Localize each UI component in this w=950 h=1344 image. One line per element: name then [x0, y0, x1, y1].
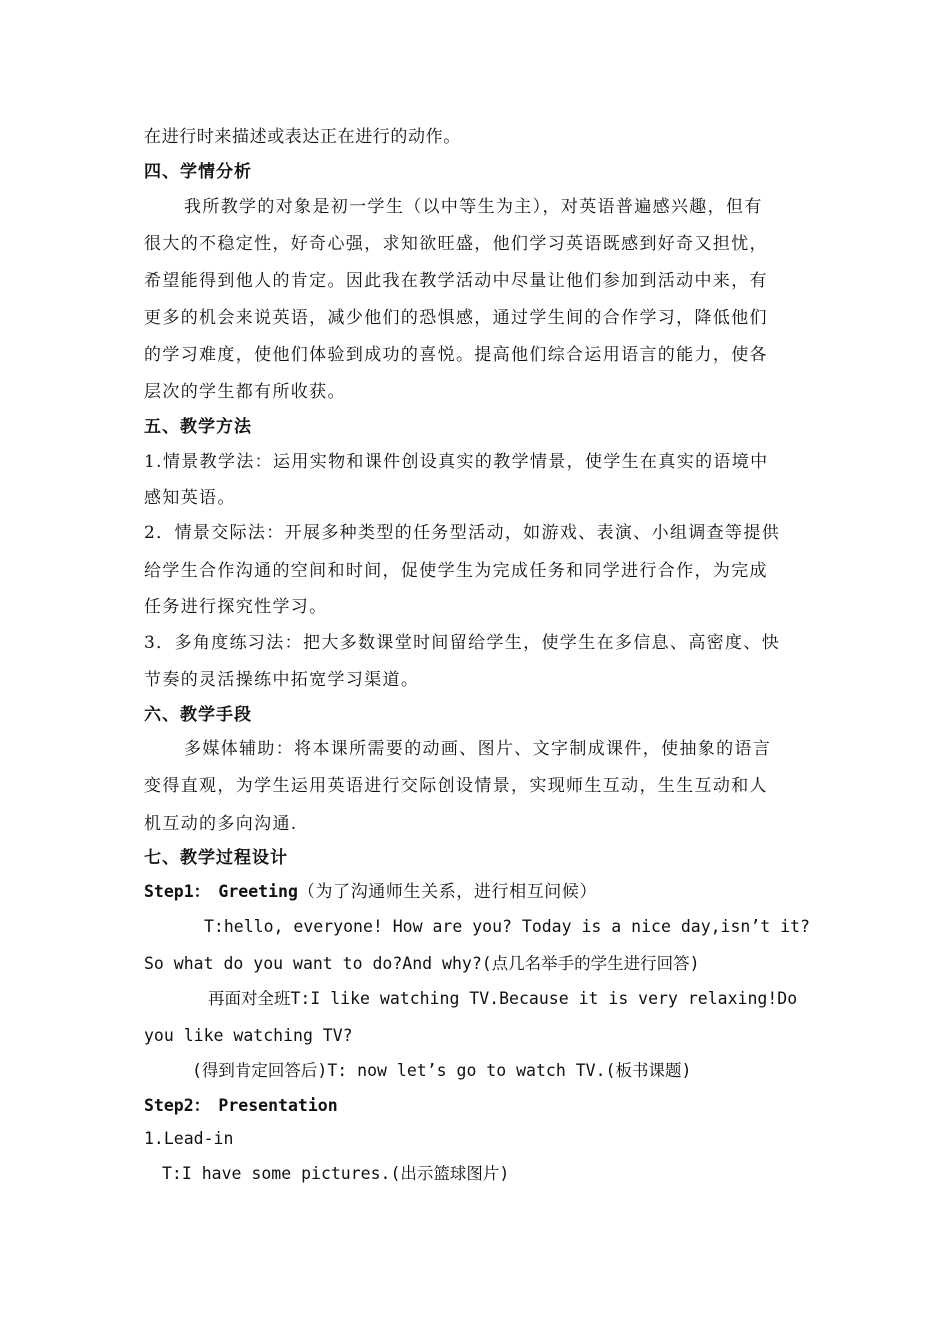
- text-line: 更多的机会来说英语，减少他们的恐惧感，通过学生间的合作学习，降低他们: [144, 308, 768, 328]
- text-line: 我所教学的对象是初一学生（以中等生为主），对英语普遍感兴趣，但有: [184, 197, 763, 217]
- step1-note: （为了沟通师生关系，进行相互问候）: [297, 882, 598, 902]
- text-line: 感知英语。: [144, 488, 236, 508]
- text-line: 给学生合作沟通的空间和时间，促使学生为完成任务和同学进行合作，为完成: [144, 561, 768, 581]
- text-line: 3．多角度练习法：把大多数课堂时间留给学生，使学生在多信息、高密度、快: [144, 633, 781, 653]
- text-line: (得到肯定回答后)T: now let’s go to watch TV.(板书课题): [192, 1061, 692, 1080]
- section-heading-6: 六、教学手段: [144, 705, 252, 725]
- text-line: 很大的不稳定性，好奇心强，求知欲旺盛，他们学习英语既感到好奇又担忧，: [144, 234, 768, 254]
- text-line: 层次的学生都有所收获。: [144, 382, 346, 402]
- text-line: 1.情景教学法：运用实物和课件创设真实的教学情景，使学生在真实的语境中: [144, 452, 769, 472]
- step1-line: [144, 881, 824, 903]
- text-line: 在进行时来描述或表达正在进行的动作。: [144, 127, 461, 147]
- text-line: 1.Lead-in: [144, 1129, 234, 1148]
- text-line: 2．情景交际法：开展多种类型的任务型活动，如游戏、表演、小组调查等提供: [144, 523, 781, 543]
- text-line: 节奏的灵活操练中拓宽学习渠道。: [144, 670, 420, 690]
- text-line: 再面对全班T:I like watching TV.Because it is very relaxing!Do: [208, 989, 798, 1008]
- text-line: 多媒体辅助：将本课所需要的动画、图片、文字制成课件，使抽象的语言: [184, 739, 772, 759]
- text-line: you like watching TV?: [144, 1026, 353, 1045]
- text-line: T:hello, everyone! How are you? Today is a nice day,isn’t it?: [204, 917, 810, 936]
- text-line: So what do you want to do?And why?(点几名举手的学生进行回答): [144, 954, 700, 973]
- section-heading-4: 四、学情分析: [144, 162, 252, 182]
- section-heading-7: 七、教学过程设计: [144, 848, 288, 868]
- text-line: T:I have some pictures.(出示篮球图片): [162, 1164, 510, 1183]
- text-line: 机互动的多向沟通.: [144, 814, 298, 834]
- text-line: 变得直观，为学生运用英语进行交际创设情景，实现师生互动，生生互动和人: [144, 776, 768, 796]
- text-line: 的学习难度，使他们体验到成功的喜悦。提高他们综合运用语言的能力，使各: [144, 345, 768, 365]
- step2-label: Step2： Presentation: [144, 1096, 338, 1115]
- text-line: 任务进行探究性学习。: [144, 597, 328, 617]
- text-line: 希望能得到他人的肯定。因此我在教学活动中尽量让他们参加到活动中来，有: [144, 271, 768, 291]
- section-heading-5: 五、教学方法: [144, 417, 252, 437]
- step1-label: Step1： Greeting: [144, 882, 298, 901]
